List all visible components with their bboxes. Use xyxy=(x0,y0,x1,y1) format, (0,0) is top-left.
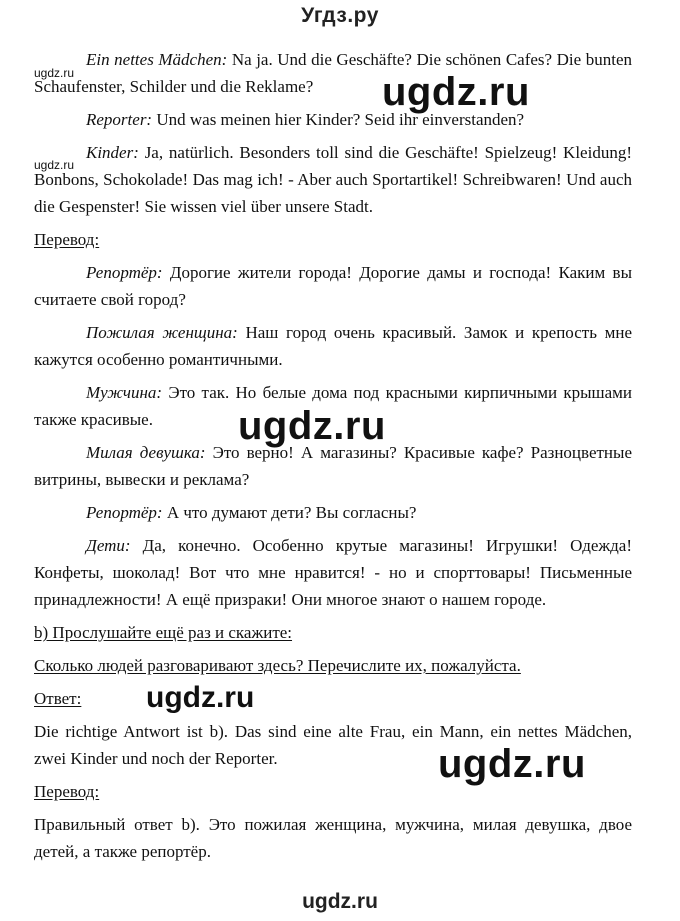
task-line-1: b) Прослушайте ещё раз и скажите: xyxy=(34,623,293,642)
german-paragraph-1 xyxy=(34,46,632,100)
speaker-label: Мужчина: xyxy=(86,383,163,402)
translation2-heading: Перевод: xyxy=(34,782,100,801)
speaker-text: Да, конечно. Особенно крутые магазины! Игрушки! Одежда! Конфеты, шоколад! Вот что мне нравится! - но и спорттовары! Письменные принадлежности! А ещё призраки! Они многое знают о нашем городе. xyxy=(34,536,632,609)
translation2-text: Правильный ответ b). Это пожилая женщина, мужчина, милая девушка, двое детей, а также репортёр. xyxy=(34,815,632,861)
watermark-large: ugdz.ru xyxy=(238,404,386,448)
watermark-medium: ugdz.ru xyxy=(146,681,255,714)
speaker-label: Дети: xyxy=(86,536,131,555)
speaker-text: Und was meinen hier Kinder? Seid ihr einverstanden? xyxy=(152,110,525,129)
translation-paragraph-2 xyxy=(34,319,632,373)
speaker-text: Дорогие жители города! Дорогие дамы и господа! Каким вы считаете свой город? xyxy=(34,263,632,309)
watermark-large: ugdz.ru xyxy=(382,70,530,114)
answer-heading: Ответ: xyxy=(34,689,82,708)
site-header[interactable]: Угдз.ру xyxy=(301,4,379,27)
speaker-label: Репортёр: xyxy=(86,263,163,282)
translation-paragraph-5 xyxy=(34,499,632,526)
speaker-label: Ein nettes Mädchen: xyxy=(86,50,228,69)
task-line-2: Сколько людей разговаривают здесь? Перечислите их, пожалуйста. xyxy=(34,656,521,675)
speaker-label: Милая девушка: xyxy=(86,443,206,462)
watermark-small: ugdz.ru xyxy=(34,158,75,172)
german-paragraph-3 xyxy=(34,139,632,220)
speaker-text: Na ja. Und die Geschäfte? Die schönen Cafes? Die bunten Schaufenster, Schilder und die Reklame? xyxy=(34,50,632,96)
watermark-small: ugdz.ru xyxy=(34,66,75,80)
speaker-text: А что думают дети? Вы согласны? xyxy=(162,503,417,522)
answer-text: Die richtige Antwort ist b). Das sind eine alte Frau, ein Mann, ein nettes Mädchen, zwei Kinder und noch der Reporter. xyxy=(34,722,632,768)
speaker-text: Наш город очень красивый. Замок и крепость мне кажутся особенно романтичными. xyxy=(34,323,632,369)
translation-paragraph-1 xyxy=(34,259,632,313)
german-paragraph-2 xyxy=(34,106,632,133)
watermark-large: ugdz.ru xyxy=(438,742,586,786)
translation-paragraph-6 xyxy=(34,532,632,613)
translation-heading: Перевод: xyxy=(34,230,100,249)
speaker-label: Kinder: xyxy=(86,143,139,162)
speaker-label: Репортёр: xyxy=(86,503,163,522)
site-footer[interactable]: ugdz.ru xyxy=(302,890,378,913)
speaker-text: Это так. Но белые дома под красными кирпичными крышами также красивые. xyxy=(34,383,632,429)
speaker-label: Пожилая женщина: xyxy=(86,323,238,342)
speaker-label: Reporter: xyxy=(86,110,153,129)
speaker-text: Ja, natürlich. Besonders toll sind die Geschäfte! Spielzeug! Kleidung! Bonbons, Schokolade! Das mag ich! - Aber auch Sportartikel! Schreibwaren! Und auch die Gespenster! Sie wissen viel über unsere Stadt. xyxy=(34,143,632,216)
speaker-text: Это верно! А магазины? Красивые кафе? Разноцветные витрины, вывески и реклама? xyxy=(34,443,633,489)
